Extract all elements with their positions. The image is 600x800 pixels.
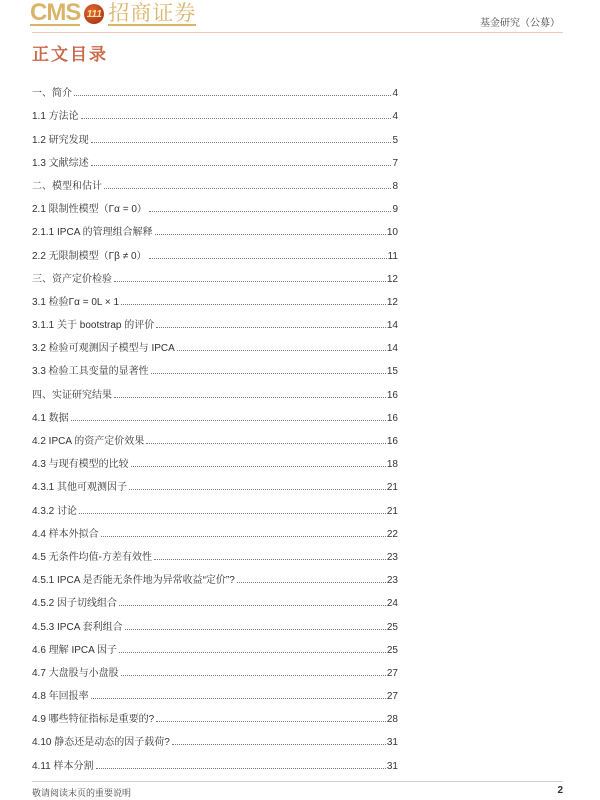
toc-entry[interactable] <box>32 447 398 470</box>
toc-entry[interactable] <box>32 493 398 516</box>
toc-leader-dots <box>104 188 391 189</box>
toc-entry-page: 14 <box>386 320 398 332</box>
toc-entry-page: 7 <box>392 157 398 169</box>
toc-entry-label: 4.5.3 IPCA 套利组合 <box>32 621 123 633</box>
toc-entry-page: 27 <box>386 691 398 703</box>
toc-entry-page: 12 <box>386 296 398 308</box>
toc-entry-page: 16 <box>386 412 398 424</box>
toc-leader-dots <box>129 489 386 490</box>
toc-entry-label: 3.1 检验Γα = 0L × 1 <box>32 296 120 308</box>
toc-leader-dots <box>131 466 386 467</box>
toc-leader-dots <box>121 675 386 676</box>
toc-entry-label: 2.1.1 IPCA 的管理组合解释 <box>32 227 153 239</box>
toc-entry-page: 28 <box>386 714 398 726</box>
toc-entry[interactable] <box>32 586 398 609</box>
toc-entry-label: 4.7 大盘股与小盘股 <box>32 667 119 679</box>
toc-entry[interactable] <box>32 401 398 424</box>
toc-leader-dots <box>71 420 386 421</box>
toc-entry-page: 21 <box>386 505 398 517</box>
toc-entry[interactable] <box>32 540 398 563</box>
toc-entry-page: 27 <box>386 667 398 679</box>
toc-leader-dots <box>146 443 386 444</box>
toc-entry-label: 三、资产定价检验 <box>32 273 112 285</box>
toc-entry-page: 16 <box>386 436 398 447</box>
toc-leader-dots <box>156 721 386 722</box>
toc-entry-page: 11 <box>387 250 398 262</box>
toc-leader-dots <box>91 698 386 699</box>
toc-entry[interactable] <box>32 99 398 122</box>
toc-entry[interactable] <box>32 262 398 285</box>
toc-entry-label: 4.9 哪些特征指标是重要的? <box>32 714 155 726</box>
toc-entry[interactable] <box>32 609 398 632</box>
toc-entry-label: 4.5 无条件均值-方差有效性 <box>32 551 153 563</box>
toc-entry-label: 4.3.2 讨论 <box>32 505 78 517</box>
toc-entry-label: 4.2 IPCA 的资产定价效果 <box>32 436 145 447</box>
page-number: 2 <box>557 785 563 796</box>
toc-entry-label: 1.2 研究发现 <box>32 134 89 146</box>
toc-entry-page: 8 <box>392 180 398 192</box>
toc-entry[interactable] <box>32 192 398 215</box>
toc-entry-page: 24 <box>386 598 398 610</box>
toc-entry-label: 4.11 样本分割 <box>32 760 94 772</box>
toc-entry-label: 4.8 年回报率 <box>32 691 89 703</box>
toc-entry[interactable] <box>32 331 398 354</box>
toc-entry-page: 23 <box>386 575 398 587</box>
toc-entry-page: 31 <box>386 737 398 749</box>
toc-entry-label: 1.3 文献综述 <box>32 157 89 169</box>
toc-entry[interactable] <box>32 308 398 331</box>
toc-leader-dots <box>172 744 386 745</box>
toc-entry-page: 25 <box>386 644 398 656</box>
toc-entry-label: 1.1 方法论 <box>32 111 79 123</box>
toc-entry-page: 31 <box>386 760 398 772</box>
toc-entry-label: 一、简介 <box>32 88 72 100</box>
toc-entry[interactable] <box>32 122 398 145</box>
header-divider <box>32 32 563 33</box>
toc-entry[interactable] <box>32 679 398 702</box>
toc-leader-dots <box>237 582 386 583</box>
toc-entry-label: 4.3 与现有模型的比较 <box>32 459 129 471</box>
toc-leader-dots <box>119 605 386 606</box>
table-of-contents <box>32 76 398 772</box>
toc-entry[interactable] <box>32 656 398 679</box>
toc-entry[interactable] <box>32 424 398 447</box>
toc-entry-label: 四、实证研究结果 <box>32 389 112 401</box>
toc-entry[interactable] <box>32 725 398 748</box>
toc-entry-page: 22 <box>386 528 398 540</box>
toc-entry[interactable] <box>32 377 398 400</box>
toc-leader-dots <box>114 397 386 398</box>
toc-entry-page: 23 <box>386 551 398 563</box>
toc-entry-label: 3.2 检验可观测因子模型与 IPCA <box>32 343 175 355</box>
page-title: 正文目录 <box>32 45 108 65</box>
toc-leader-dots <box>79 513 386 514</box>
toc-entry-label: 4.5.1 IPCA 是否能无条件地为异常收益“定价”? <box>32 575 235 587</box>
toc-entry-label: 2.2 无限制模型（Γβ ≠ 0） <box>32 250 147 262</box>
toc-leader-dots <box>155 234 386 235</box>
toc-entry-label: 4.4 样本外拟合 <box>32 528 99 540</box>
toc-entry-page: 4 <box>392 111 398 123</box>
toc-leader-dots <box>149 258 387 259</box>
toc-entry[interactable] <box>32 633 398 656</box>
toc-entry-label: 二、模型和估计 <box>32 180 102 192</box>
footer-note: 敬请阅读末页的重要说明 <box>32 789 132 799</box>
toc-leader-dots <box>177 350 386 351</box>
toc-entry-label: 4.3.1 其他可观测因子 <box>32 482 128 494</box>
toc-entry-page: 9 <box>392 204 398 216</box>
footer-divider <box>32 781 563 782</box>
toc-entry[interactable] <box>32 285 398 308</box>
toc-entry-label: 4.10 静态还是动态的因子载荷? <box>32 737 170 749</box>
toc-entry-page: 25 <box>386 621 398 633</box>
toc-leader-dots <box>121 304 386 305</box>
toc-leader-dots <box>91 165 392 166</box>
cms-logo <box>30 2 196 26</box>
logo-text: CMS <box>30 0 81 26</box>
toc-entry-page: 14 <box>386 343 398 355</box>
toc-entry-page: 12 <box>386 273 398 285</box>
toc-entry[interactable] <box>32 169 398 192</box>
toc-entry[interactable] <box>32 702 398 725</box>
toc-entry-page: 21 <box>386 482 398 494</box>
toc-entry-label: 4.6 理解 IPCA 因子 <box>32 644 118 656</box>
toc-entry-label: 4.1 数据 <box>32 412 69 424</box>
toc-leader-dots <box>119 652 386 653</box>
toc-entry[interactable] <box>32 76 398 99</box>
toc-entry[interactable] <box>32 748 398 771</box>
toc-leader-dots <box>81 118 392 119</box>
toc-entry[interactable] <box>32 563 398 586</box>
toc-entry-page: 15 <box>386 366 398 378</box>
toc-leader-dots <box>149 211 392 212</box>
toc-leader-dots <box>114 281 386 282</box>
logo-badge-icon: 111 <box>84 4 104 24</box>
toc-entry-page: 5 <box>392 134 398 146</box>
toc-leader-dots <box>156 327 386 328</box>
toc-entry-label: 4.5.2 因子切线组合 <box>32 598 118 610</box>
toc-entry-page: 4 <box>392 88 398 100</box>
toc-leader-dots <box>101 536 386 537</box>
toc-entry-page: 16 <box>386 389 398 401</box>
toc-leader-dots <box>125 629 386 630</box>
toc-entry-label: 3.3 检验工具变量的显著性 <box>32 366 149 378</box>
toc-leader-dots <box>91 142 392 143</box>
toc-entry[interactable] <box>32 470 398 493</box>
toc-entry-label: 2.1 限制性模型（Γα = 0） <box>32 204 147 216</box>
toc-entry[interactable] <box>32 517 398 540</box>
toc-entry[interactable] <box>32 354 398 377</box>
toc-leader-dots <box>154 559 386 560</box>
toc-leader-dots <box>151 373 386 374</box>
toc-leader-dots <box>74 95 391 96</box>
toc-entry-page: 10 <box>386 227 398 239</box>
toc-entry[interactable] <box>32 238 398 261</box>
toc-entry-label: 3.1.1 关于 bootstrap 的评价 <box>32 320 155 332</box>
toc-entry[interactable] <box>32 146 398 169</box>
report-category: 基金研究（公募） <box>480 18 560 29</box>
toc-leader-dots <box>96 768 386 769</box>
logo-cn-text: 招商证券 <box>108 1 197 25</box>
toc-entry-page: 18 <box>386 459 398 471</box>
toc-entry[interactable] <box>32 215 398 238</box>
